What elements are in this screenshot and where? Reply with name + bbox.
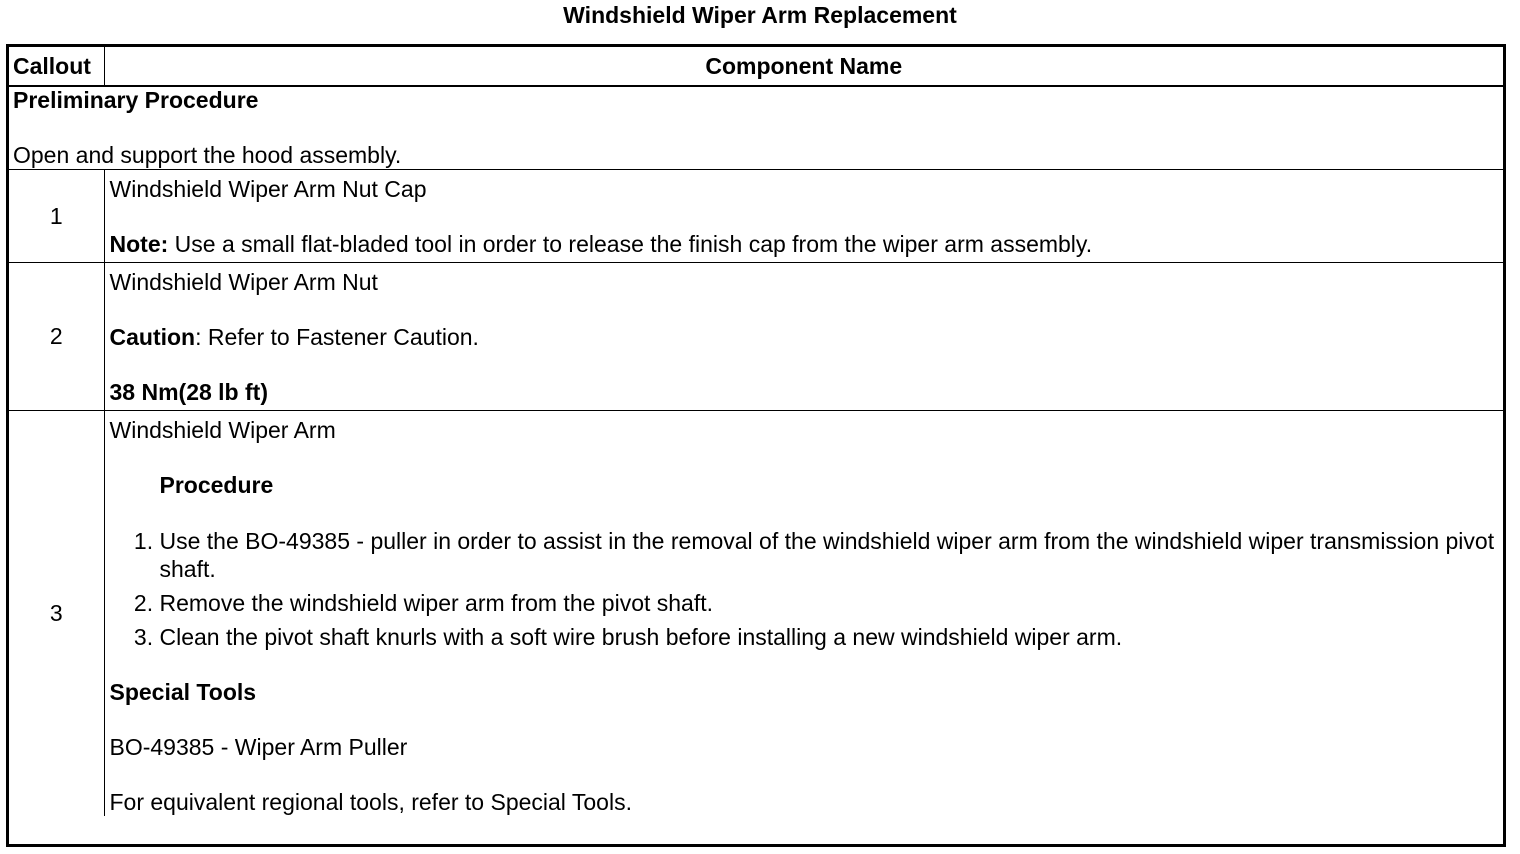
procedure-table [9,47,1503,816]
table-row [9,263,1503,411]
component-name: Windshield Wiper Arm Nut Cap [109,176,427,202]
special-tools-heading: Special Tools [109,679,257,705]
component-name-column-header: Component Name [104,47,1503,86]
procedure-heading: Procedure [159,472,274,498]
preliminary-cell [9,86,1503,170]
torque-spec: 38 Nm(28 lb ft) [109,379,268,405]
component-cell [104,411,1503,817]
table-row [9,170,1503,263]
procedure-steps-list [110,527,1499,651]
caution-text: : Refer to Fastener Caution. [195,324,479,350]
page-title: Windshield Wiper Arm Replacement [563,2,957,28]
list-item: 1. Use the BO-49385 - puller in order to assist in the removal of the windshield wiper arm from the windshield wiper transmission pivot shaft. [160,527,1499,583]
component-cell [104,170,1503,263]
caution-label: Caution [109,324,196,350]
note-text: Use a small flat-bladed tool in order to release the finish cap from the wiper arm assembly. [168,231,1093,257]
component-name: Windshield Wiper Arm [109,417,336,443]
callout-number: 2 [9,263,104,411]
special-tool-item: BO-49385 - Wiper Arm Puller [109,734,408,760]
preliminary-text: Open and support the hood assembly. [13,142,402,168]
component-name: Windshield Wiper Arm Nut [109,269,378,295]
caution-paragraph [110,324,1499,351]
note-label: Note: [109,231,169,257]
preliminary-heading: Preliminary Procedure [13,87,259,113]
list-item: 3. Clean the pivot shaft knurls with a soft wire brush before installing a new windshield wiper arm. [160,623,1499,651]
note-paragraph [110,231,1499,258]
callout-column-header: Callout [9,47,104,86]
procedure-table-frame [6,44,1506,847]
table-row [9,411,1503,817]
component-cell [104,263,1503,411]
callout-number: 1 [9,170,104,263]
preliminary-row [9,86,1503,170]
list-item: 2. Remove the windshield wiper arm from the pivot shaft. [160,589,1499,617]
table-header-row [9,47,1503,86]
callout-number: 3 [9,411,104,817]
equivalent-tools-text: For equivalent regional tools, refer to Special Tools. [109,789,632,815]
